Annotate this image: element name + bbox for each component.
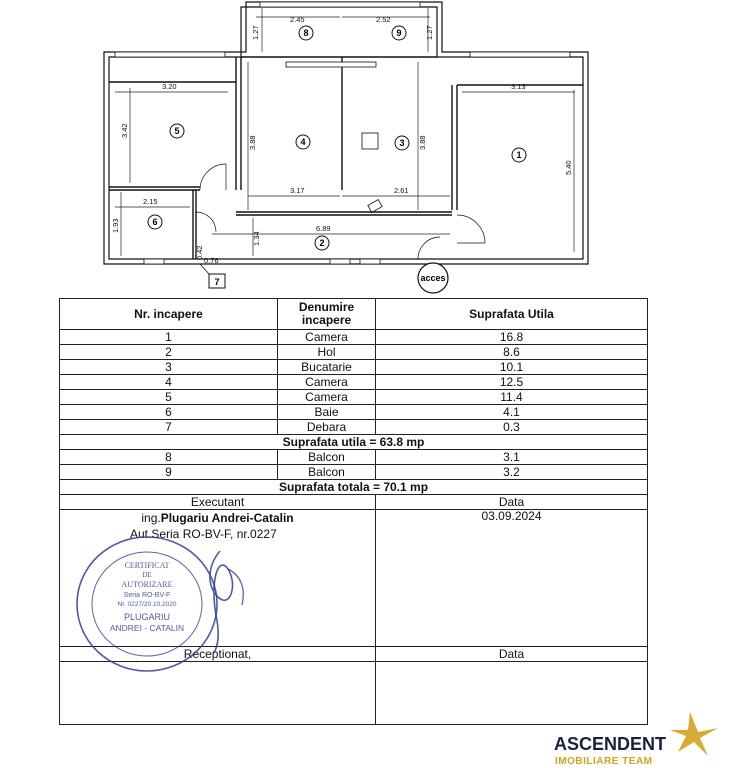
svg-text:3: 3 <box>399 138 405 148</box>
room-marker-3 <box>395 136 409 150</box>
room-marker-8 <box>299 26 313 40</box>
dim-label: 5.40 <box>564 160 573 175</box>
row-name: Camera <box>278 390 376 405</box>
table-row <box>60 450 648 465</box>
table-header-row <box>60 299 648 330</box>
row-nr: 6 <box>60 405 278 420</box>
dim-label: 2.45 <box>290 15 305 24</box>
room-marker-4 <box>296 135 310 149</box>
subtotal-text: Suprafata utila = 63.8 mp <box>60 435 648 450</box>
entrance-label: acces <box>420 273 446 283</box>
dim-label: 1.27 <box>251 25 260 40</box>
table-row <box>60 420 648 435</box>
dim-label: 3.42 <box>120 123 129 138</box>
data-label-2: Data <box>376 647 648 662</box>
row-nr: 5 <box>60 390 278 405</box>
svg-text:2: 2 <box>319 238 325 248</box>
floor-plan <box>0 0 730 296</box>
svg-text:9: 9 <box>396 28 402 38</box>
row-area: 11.4 <box>376 390 648 405</box>
room-marker-5 <box>170 124 184 138</box>
ascendent-logo <box>548 708 730 768</box>
room-marker-9 <box>392 26 406 40</box>
room-marker-6 <box>148 215 162 229</box>
total-text: Suprafata totala = 70.1 mp <box>60 480 648 495</box>
row-name: Hol <box>278 345 376 360</box>
dim-label: 2.52 <box>376 15 391 24</box>
signature <box>188 545 258 655</box>
svg-text:1: 1 <box>516 150 522 160</box>
stamp-line-7: ANDREI - CATALIN <box>109 623 185 633</box>
header-suprafata: Suprafata Utila <box>376 299 648 330</box>
dim-label: 3.13 <box>511 82 526 91</box>
svg-text:6: 6 <box>152 217 158 227</box>
row-area: 3.1 <box>376 450 648 465</box>
table-row <box>60 330 648 345</box>
receptionat-label: Receptionat, <box>60 647 376 662</box>
row-nr: 1 <box>60 330 278 345</box>
header-nr: Nr. incapere <box>60 299 278 330</box>
stamp-line-6: PLUGARIU <box>123 612 171 622</box>
row-area: 10.1 <box>376 360 648 375</box>
stamp-line-4: Seria RO-BV-F <box>123 592 171 599</box>
executant-header-row <box>60 495 648 510</box>
table-row <box>60 345 648 360</box>
row-area: 12.5 <box>376 375 648 390</box>
row-name: Camera <box>278 375 376 390</box>
table-row <box>60 375 648 390</box>
header-denumire-line2: incapere <box>301 313 352 327</box>
dim-label: 3.17 <box>290 186 305 195</box>
row-nr: 4 <box>60 375 278 390</box>
row-area: 16.8 <box>376 330 648 345</box>
row-name: Camera <box>278 330 376 345</box>
data-label: Data <box>376 495 648 510</box>
dim-label: 2.61 <box>394 186 409 195</box>
row-area: 0.3 <box>376 420 648 435</box>
room-marker-2 <box>315 236 329 250</box>
svg-text:4: 4 <box>300 137 306 147</box>
row-nr: 7 <box>60 420 278 435</box>
logo-name: ASCENDENT <box>554 734 667 754</box>
row-name: Debara <box>278 420 376 435</box>
date-value: 03.09.2024 <box>376 510 648 647</box>
kitchen-fixtures <box>362 133 382 212</box>
stamp-line-5: Nr. 0227/20.10.2020 <box>117 601 177 608</box>
dim-label: 6.89 <box>316 224 331 233</box>
dim-label: 2.15 <box>143 197 158 206</box>
dim-label: 3.88 <box>418 135 427 150</box>
engineer-prefix: ing. <box>141 511 161 525</box>
subtotal-row <box>60 435 648 450</box>
row-name: Bucatarie <box>278 360 376 375</box>
table-row <box>60 465 648 480</box>
dim-label: 3.20 <box>162 82 177 91</box>
executant-label: Executant <box>60 495 376 510</box>
dim-label: 1.27 <box>425 25 434 40</box>
stamp-line-3: AUTORIZARE <box>121 580 173 589</box>
stamp-line-2: DE <box>142 571 152 579</box>
dim-label: 1.93 <box>111 218 120 233</box>
authorization-text: Aut.Seria RO-BV-F, nr.0227 <box>130 527 277 541</box>
row-name: Baie <box>278 405 376 420</box>
header-denumire <box>278 299 376 330</box>
engineer-line <box>60 512 375 525</box>
total-row <box>60 480 648 495</box>
table-row <box>60 360 648 375</box>
row-name: Balcon <box>278 450 376 465</box>
header-denumire-line1: Denumire <box>298 300 355 314</box>
svg-text:5: 5 <box>174 126 180 136</box>
room-marker-7 <box>200 264 225 288</box>
table-row <box>60 390 648 405</box>
entrance-marker <box>418 263 448 293</box>
row-area: 3.2 <box>376 465 648 480</box>
row-nr: 2 <box>60 345 278 360</box>
stamp-line-1: CERTIFICAT <box>124 561 170 570</box>
row-area: 8.6 <box>376 345 648 360</box>
table-row <box>60 405 648 420</box>
logo-subtitle: IMOBILIARE TEAM <box>555 756 653 767</box>
row-name: Balcon <box>278 465 376 480</box>
room-marker-1 <box>512 148 526 162</box>
dim-label: 0.76 <box>204 256 219 265</box>
engineer-name: Plugariu Andrei-Catalin <box>160 511 294 525</box>
dim-label: 3.88 <box>248 135 257 150</box>
row-nr: 3 <box>60 360 278 375</box>
svg-text:8: 8 <box>303 28 309 38</box>
row-area: 4.1 <box>376 405 648 420</box>
dim-label: 0.42 <box>195 245 204 260</box>
row-nr: 9 <box>60 465 278 480</box>
row-nr: 8 <box>60 450 278 465</box>
room-marker-7-label: 7 <box>214 277 220 287</box>
dim-label: 1.34 <box>252 231 261 246</box>
